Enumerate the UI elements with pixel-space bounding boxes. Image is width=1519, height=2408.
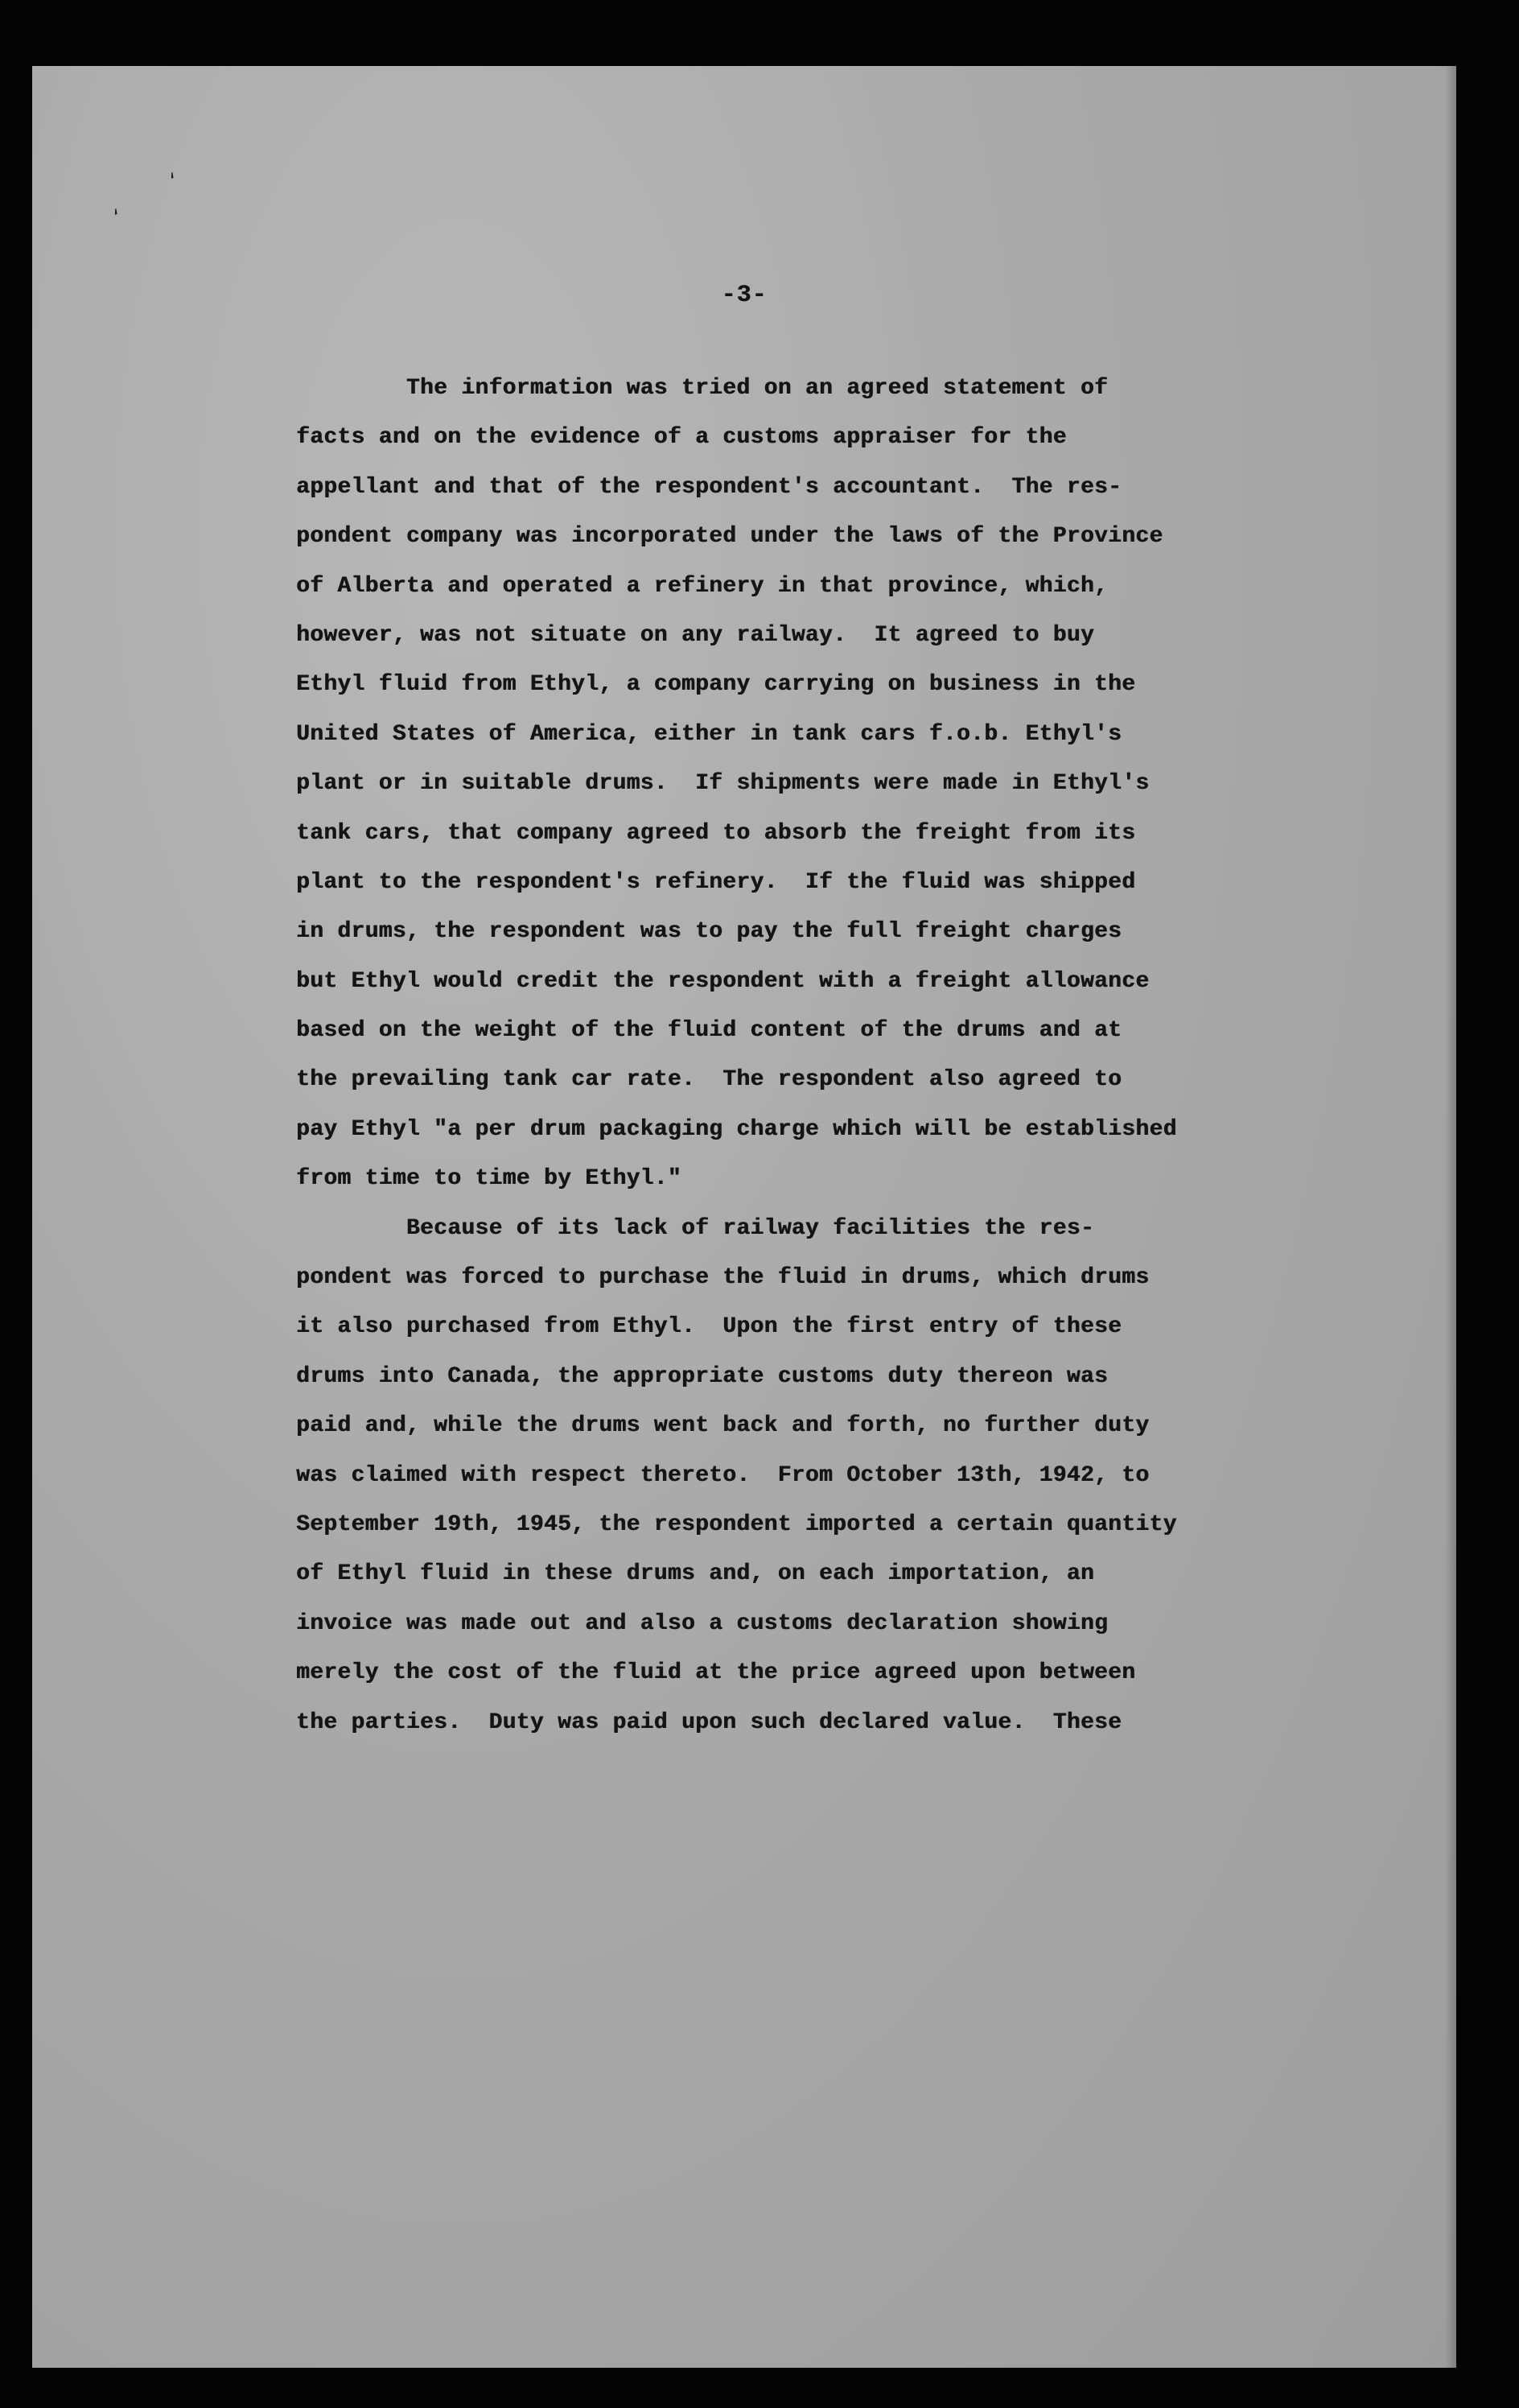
text-line: of Ethyl fluid in these drums and, on each importation, an [296, 1561, 1094, 1587]
text-line: however, was not situate on any railway. It agreed to buy [296, 622, 1094, 648]
document-page [32, 66, 1456, 2368]
text-line: merely the cost of the fluid at the price agreed upon between [296, 1660, 1136, 1686]
text-line: based on the weight of the fluid content of the drums and at [296, 1018, 1122, 1044]
text-line: in drums, the respondent was to pay the full freight charges [296, 919, 1122, 945]
text-line: drums into Canada, the appropriate customs duty thereon was [296, 1363, 1109, 1389]
paragraph-2 [296, 1204, 1456, 1747]
text-line: facts and on the evidence of a customs appraiser for the [296, 425, 1067, 451]
text-line: Because of its lack of railway facilities the res- [296, 1215, 1094, 1241]
text-line: it also purchased from Ethyl. Upon the first entry of these [296, 1314, 1122, 1340]
text-line: paid and, while the drums went back and forth, no further duty [296, 1413, 1150, 1439]
text-line: United States of America, either in tank cars f.o.b. Ethyl's [296, 721, 1122, 747]
text-line: the parties. Duty was paid upon such declared value. These [296, 1709, 1122, 1735]
text-line: but Ethyl would credit the respondent with a freight allowance [296, 968, 1150, 994]
text-line: pondent was forced to purchase the fluid in drums, which drums [296, 1265, 1150, 1291]
page-number: -3- [721, 282, 768, 309]
text-line: invoice was made out and also a customs declaration showing [296, 1610, 1109, 1636]
text-line: plant or in suitable drums. If shipments were made in Ethyl's [296, 771, 1150, 797]
document-body [296, 364, 1456, 1747]
stray-mark: ‘ [109, 205, 127, 229]
text-line: was claimed with respect thereto. From October 13th, 1942, to [296, 1462, 1150, 1488]
stray-mark: ‘ [165, 169, 183, 192]
text-line: of Alberta and operated a refinery in that province, which, [296, 573, 1109, 599]
text-line: tank cars, that company agreed to absorb the freight from its [296, 820, 1136, 846]
paragraph-1 [296, 364, 1456, 1204]
text-line: The information was tried on an agreed statement of [296, 376, 1109, 401]
text-line: plant to the respondent's refinery. If the fluid was shipped [296, 869, 1136, 895]
text-line: September 19th, 1945, the respondent imported a certain quantity [296, 1511, 1177, 1537]
text-line: Ethyl fluid from Ethyl, a company carrying on business in the [296, 672, 1136, 698]
text-line: from time to time by Ethyl." [296, 1166, 681, 1192]
text-line: the prevailing tank car rate. The respondent also agreed to [296, 1067, 1122, 1093]
text-line: pay Ethyl "a per drum packaging charge which will be established [296, 1116, 1177, 1142]
text-line: appellant and that of the respondent's accountant. The res- [296, 474, 1122, 500]
text-line: pondent company was incorporated under the laws of the Province [296, 524, 1163, 550]
